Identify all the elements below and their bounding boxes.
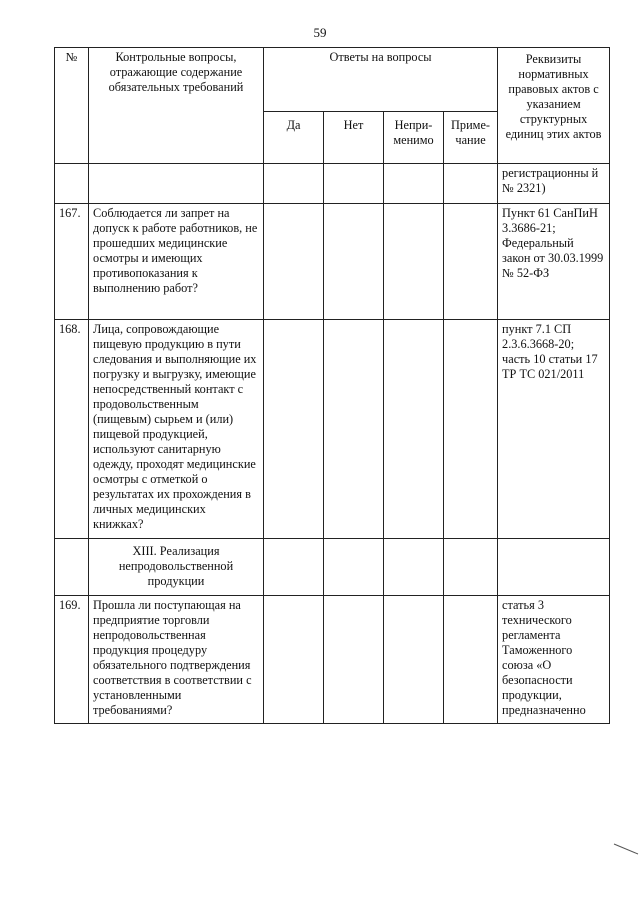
cell-empty: [89, 164, 264, 204]
table-row: [55, 204, 610, 320]
header-no: Нет: [324, 112, 384, 164]
cell-empty: [384, 164, 444, 204]
section-row: [55, 539, 610, 596]
header-question: Контрольные вопросы, отражающие содержание обязательных требований: [89, 48, 264, 164]
page-number: 59: [313, 25, 327, 40]
header-note: Приме-чание: [444, 112, 498, 164]
answer-yes-cell: [264, 596, 324, 724]
answer-na-cell: [384, 320, 444, 539]
cell-empty: [384, 539, 444, 596]
row-requisites: пункт 7.1 СП 2.3.6.3668-20; часть 10 статьи 17 ТР ТС 021/2011: [498, 320, 610, 539]
note-cell: [444, 204, 498, 320]
row-num: 169.: [55, 596, 89, 724]
answer-no-cell: [324, 596, 384, 724]
row-requisites: статья 3 технического регламента Таможенного союза «О безопасности продукции, предназначенно: [498, 596, 610, 724]
header-yes: Да: [264, 112, 324, 164]
answer-na-cell: [384, 204, 444, 320]
header-answers: Ответы на вопросы: [264, 48, 498, 112]
answer-no-cell: [324, 320, 384, 539]
scan-mark: [612, 838, 640, 858]
header-row-1: [55, 48, 610, 112]
section-title: XIII. Реализация непродовольственной продукции: [89, 539, 264, 596]
cell-empty: [55, 539, 89, 596]
answer-yes-cell: [264, 204, 324, 320]
cell-empty: [498, 539, 610, 596]
cell-empty: [444, 164, 498, 204]
header-requisites: Реквизиты нормативных правовых актов с указанием структурных единиц этих актов: [498, 48, 610, 164]
row-question: Соблюдается ли запрет на допуск к работе работников, не прошедших медицинские осмотры и имеющих противопоказания к выполнению работ?: [89, 204, 264, 320]
header-na: Непри-менимо: [384, 112, 444, 164]
row-question: Лица, сопровождающие пищевую продукцию в пути следования и выполняющие их погрузку и выгрузку, имеющие непосредственный контакт с продовольственным (пищевым) сырьем и (или) пищевой продукцией, используют санитарную одежду, проходят медицинские осмотры с отметкой о результатах их прохождения в личных медицинских книжках?: [89, 320, 264, 539]
answer-yes-cell: [264, 320, 324, 539]
table-row: [55, 320, 610, 539]
row-requisites: Пункт 61 СанПиН 3.3686-21; Федеральный закон от 30.03.1999 № 52-ФЗ: [498, 204, 610, 320]
note-cell: [444, 320, 498, 539]
cell-empty: [324, 164, 384, 204]
row-question: Прошла ли поступающая на предприятие торговли непродовольственная продукция процедуру обязательного подтверждения соответствия в соответствии с установленными требованиями?: [89, 596, 264, 724]
cell-empty: [324, 539, 384, 596]
table-row: [55, 596, 610, 724]
answer-no-cell: [324, 204, 384, 320]
header-num: №: [55, 48, 89, 164]
row-num: 167.: [55, 204, 89, 320]
note-cell: [444, 596, 498, 724]
cell-empty: [55, 164, 89, 204]
cell-empty: [444, 539, 498, 596]
continuation-requisites: регистрационны й № 2321): [498, 164, 610, 204]
row-num: 168.: [55, 320, 89, 539]
checklist-table: [54, 47, 610, 724]
cell-empty: [264, 164, 324, 204]
table-row: [55, 164, 610, 204]
cell-empty: [264, 539, 324, 596]
answer-na-cell: [384, 596, 444, 724]
